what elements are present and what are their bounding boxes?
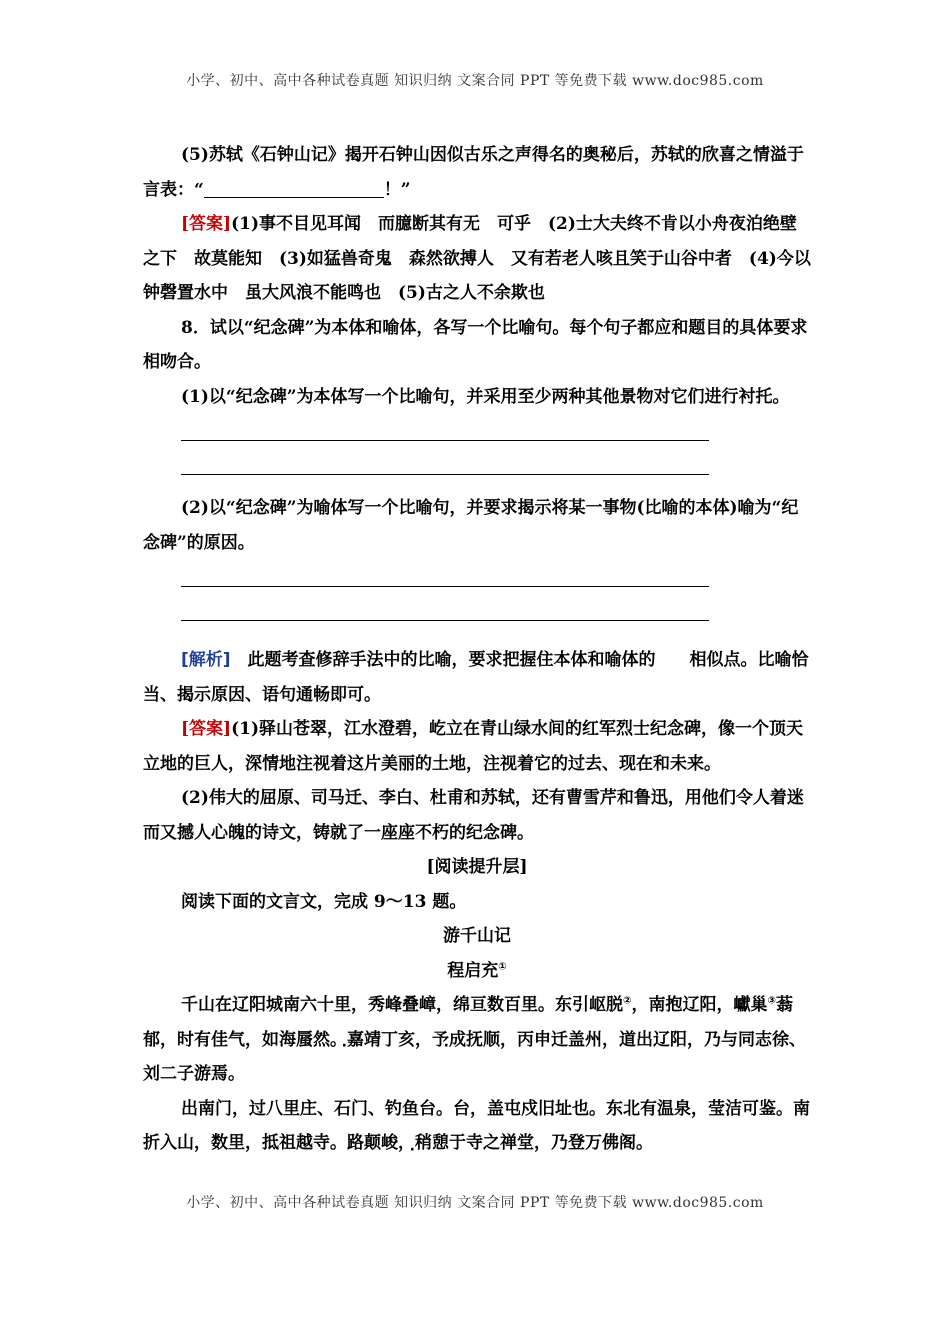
- question-8-sub1: (1)以“纪念碑”为本体写一个比喻句，并采用至少两种其他景物对它们进行衬托。: [181, 386, 790, 407]
- page-footer: 小学、初中、高中各种试卷真题 知识归纳 文案合同 PPT 等免费下载 www.doc985.com: [186, 1195, 764, 1211]
- page-header: 小学、初中、高中各种试卷真题 知识归纳 文案合同 PPT 等免费下载 www.doc985.com: [186, 73, 764, 89]
- analysis-block: [解析] 此题考查修辞手法中的比喻，要求把握住本体和喻体的 相似点。比喻恰当、揭示原因、语句通畅即可。: [143, 650, 809, 705]
- passage-paragraph-2: 出南门，过八里庄、石门、钓鱼台。台，盖屯 ·戍旧址也。东北有温泉，莹洁可鉴。南折入山，数里，抵祖越寺。路颠 ·峻，稍憩于寺之禅堂，乃登万佛阁。: [143, 1092, 811, 1161]
- emphasized-char: 屯 ·: [504, 1099, 521, 1119]
- answer-block-2: [答案](1)驿山苍翠，江水澄碧，屹立在青山绿水间的红军烈士纪念碑，像一个顶天立地的巨人，深情地注视着这片美丽的土地，注视着它的过去、现在和未来。: [143, 719, 804, 774]
- answer-tag: [答案]: [181, 719, 232, 739]
- answer-block-2-part2: (2)伟大的屈原、司马迁、李白、杜甫和苏轼，还有曹雪芹和鲁迅，用他们令人着迷而又撼人心魄的诗文，铸就了一座座不朽的纪念碑。: [143, 788, 804, 843]
- passage-title: 游千山记: [443, 926, 511, 946]
- emphasized-char: 亥 ·: [398, 1030, 415, 1050]
- answer-line: [181, 586, 709, 587]
- answer-blank: [204, 179, 384, 198]
- passage-author: 程启充①: [447, 960, 507, 981]
- question-5: (5)苏轼《石钟山记》揭开石钟山因似古乐之声得名的奥秘后，苏轼的欣喜之情溢于言表：“ ！”: [143, 145, 804, 200]
- footnote-marker: ②: [623, 995, 632, 1007]
- answer-line: [181, 440, 709, 441]
- section-heading: [阅读提升层]: [426, 857, 528, 877]
- question-8-stem: 8．试以“纪念碑”为本体和喻体，各写一个比喻句。每个句子都应和题目的具体要求相吻合。: [143, 317, 808, 372]
- emphasized-char: 颠 ·: [364, 1133, 381, 1153]
- analysis-tag: [解析]: [181, 650, 231, 670]
- answer-tag: [答案]: [181, 214, 232, 234]
- answer-block-1: [答案](1)事不目见耳闻 而臆断其有无 可乎 (2)士大夫终不肯以小舟夜泊绝壁之下 故莫能知 (3)如猛兽奇鬼 森然欲搏人 又有若老人咳且笑于山谷中者 (4)今以钟磬置水中 虽大风浪不能鸣也 (5)古之人不余欺也: [143, 214, 811, 303]
- document-body: [143, 138, 811, 1161]
- footnote-marker: ①: [498, 960, 507, 972]
- reading-instruction: 阅读下面的文言文，完成 9～13 题。: [181, 891, 467, 912]
- question-8-sub2: (2)以“纪念碑”为喻体写一个比喻句，并要求揭示将某一事物(比喻的本体)喻为“纪念碑”的原因。: [143, 498, 799, 553]
- footnote-marker: ③: [767, 995, 776, 1007]
- passage-paragraph-1: 千山在辽阳城南六十里，秀峰叠嶂，绵亘数百里。东引岖脱②，南抱辽阳，巘巢③蓊郁，时有佳气，如海蜃 ·然。嘉靖丁亥 ·，予成抚顺，丙申迁盖州，道出辽阳，乃与同志徐、刘二子游焉。: [143, 988, 811, 1092]
- emphasized-char: 蜃 ·: [296, 1030, 313, 1050]
